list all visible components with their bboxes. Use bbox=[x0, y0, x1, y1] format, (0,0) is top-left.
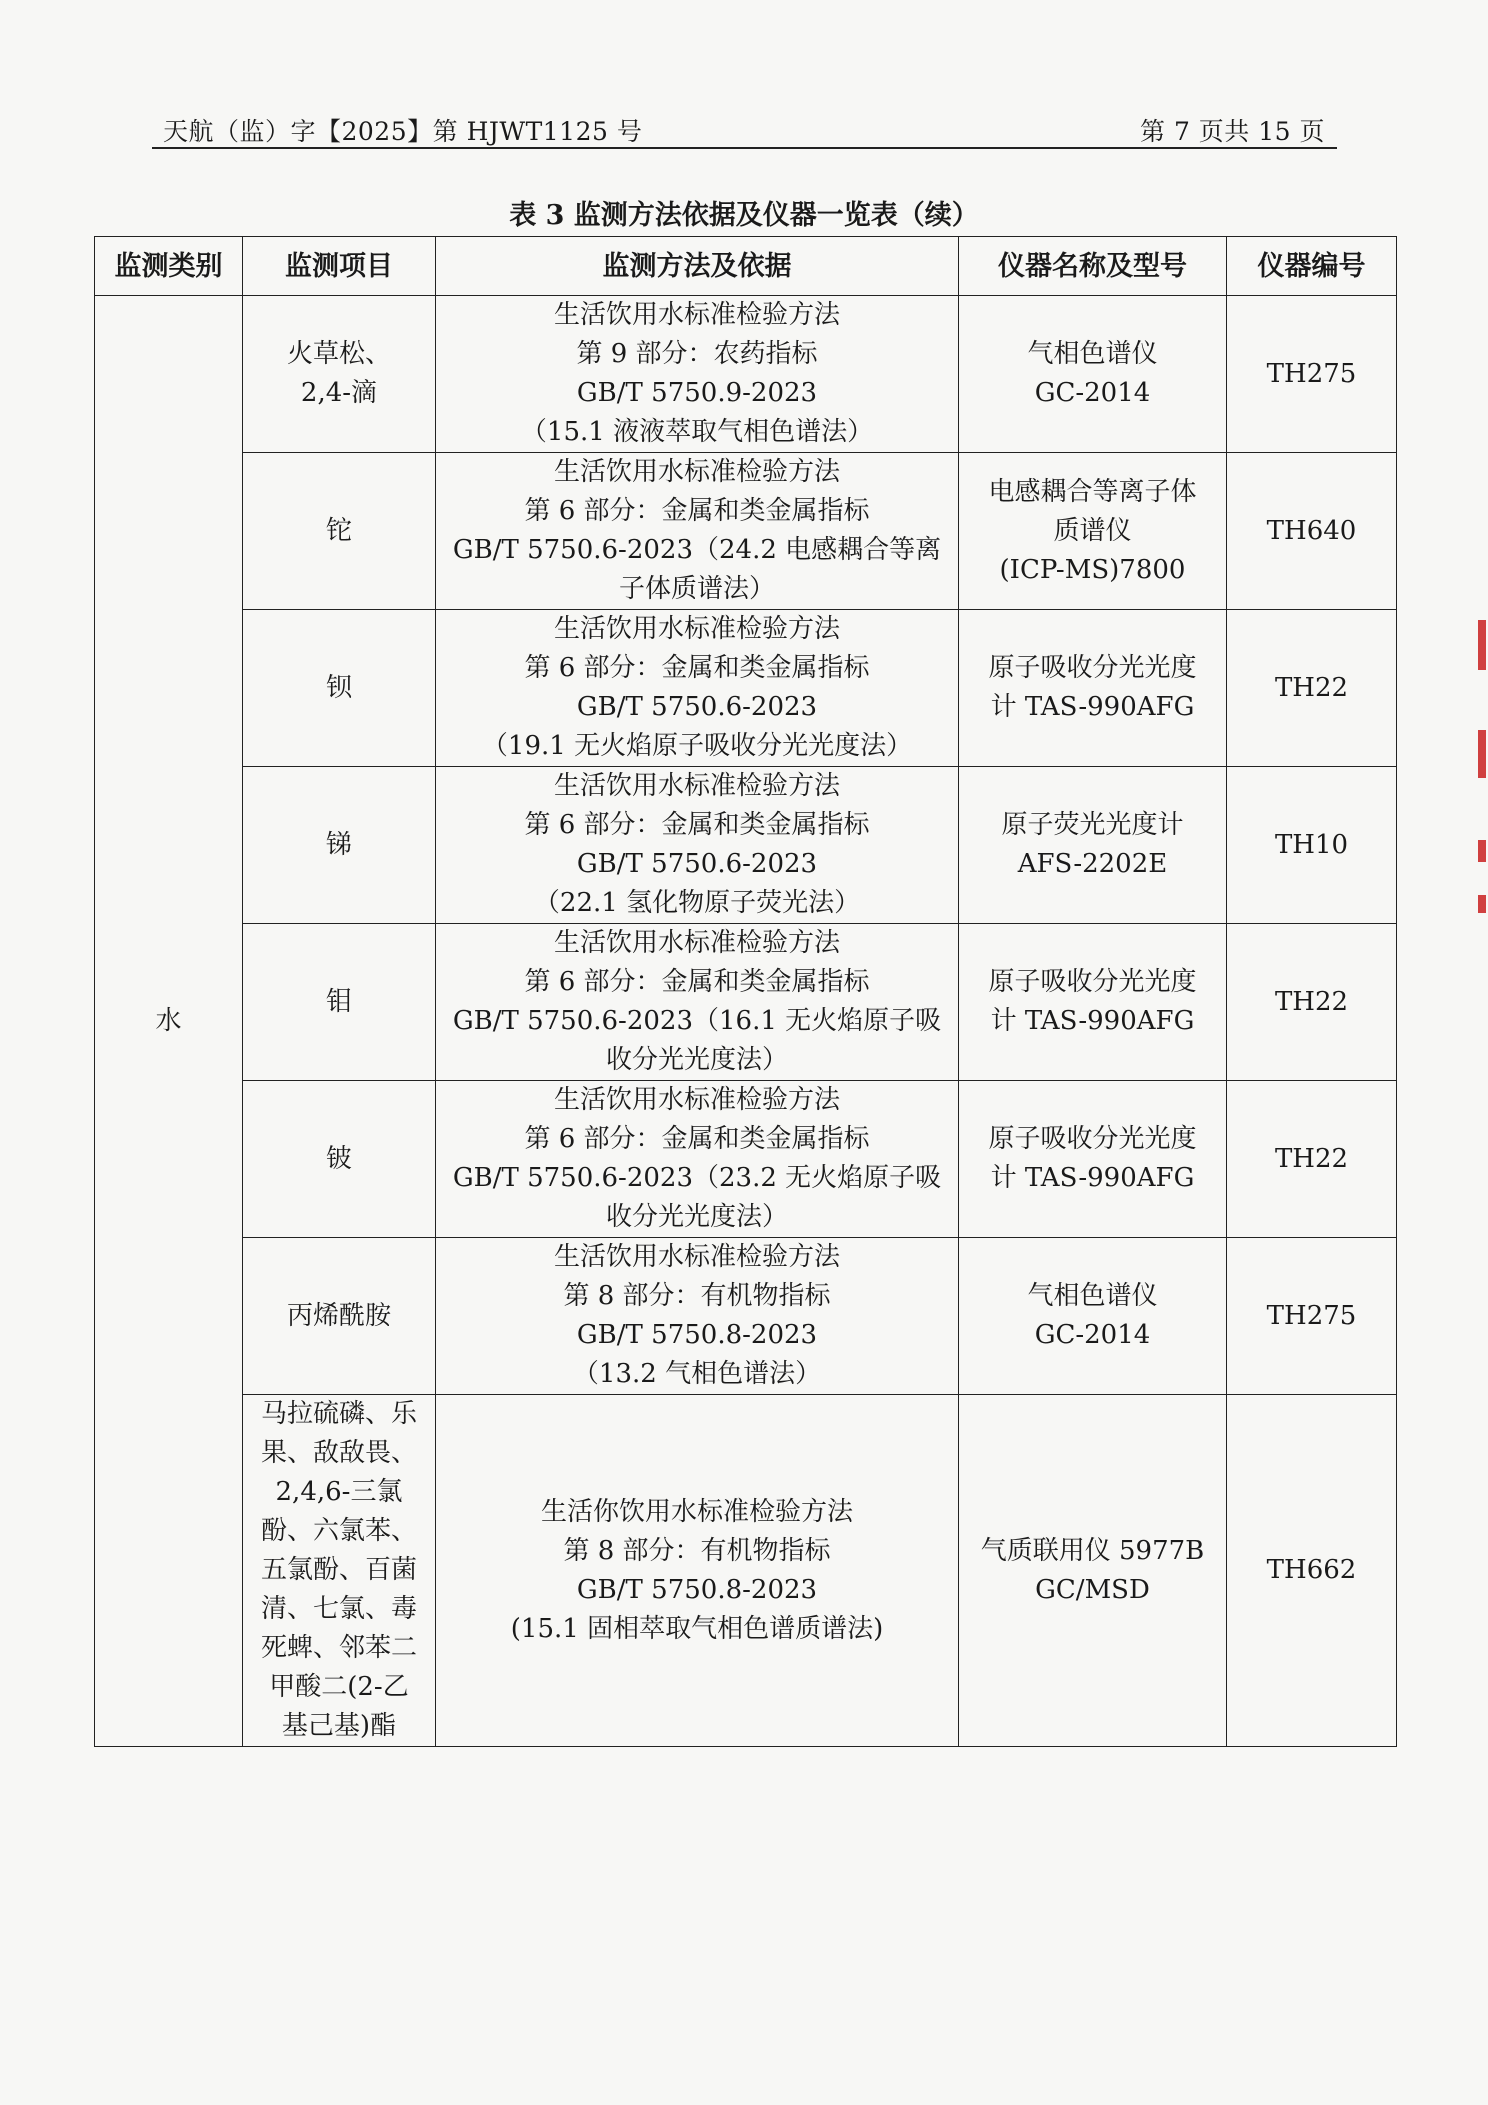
table-caption: 表 3 监测方法依据及仪器一览表（续） bbox=[509, 200, 979, 231]
method-cell: 生活饮用水标准检验方法 第 6 部分：金属和类金属指标 GB/T 5750.6-2023（16.1 无火焰原子吸 收分光光度法） bbox=[436, 924, 959, 1081]
instrument-cell: 气质联用仪 5977B GC/MSD bbox=[959, 1395, 1227, 1747]
instrument-cell: 气相色谱仪 GC-2014 bbox=[959, 1238, 1227, 1395]
table-row bbox=[95, 296, 1397, 453]
method-cell: 生活饮用水标准检验方法 第 9 部分：农药指标 GB/T 5750.9-2023 （15.1 液液萃取气相色谱法） bbox=[436, 296, 959, 453]
table-row bbox=[95, 1395, 1397, 1747]
item-cell: 铊 bbox=[243, 453, 436, 610]
methods-table bbox=[94, 236, 1397, 1747]
code-cell: TH662 bbox=[1227, 1395, 1397, 1747]
instrument-cell: 原子吸收分光光度 计 TAS-990AFG bbox=[959, 1081, 1227, 1238]
seal-edge-mark bbox=[1478, 620, 1486, 670]
table-row bbox=[95, 453, 1397, 610]
code-cell: TH22 bbox=[1227, 610, 1397, 767]
instrument-cell: 气相色谱仪 GC-2014 bbox=[959, 296, 1227, 453]
table-row bbox=[95, 1081, 1397, 1238]
category-cell: 水 bbox=[95, 296, 243, 1747]
page-info: 第 7 页共 15 页 bbox=[1140, 117, 1326, 146]
method-cell: 生活饮用水标准检验方法 第 6 部分：金属和类金属指标 GB/T 5750.6-2023 （22.1 氢化物原子荧光法） bbox=[436, 767, 959, 924]
method-cell: 生活饮用水标准检验方法 第 6 部分：金属和类金属指标 GB/T 5750.6-2023（23.2 无火焰原子吸 收分光光度法） bbox=[436, 1081, 959, 1238]
instrument-cell: 原子吸收分光光度 计 TAS-990AFG bbox=[959, 610, 1227, 767]
code-cell: TH275 bbox=[1227, 296, 1397, 453]
item-cell: 钼 bbox=[243, 924, 436, 1081]
table-row bbox=[95, 924, 1397, 1081]
method-cell: 生活你饮用水标准检验方法 第 8 部分：有机物指标 GB/T 5750.8-2023 (15.1 固相萃取气相色谱质谱法) bbox=[436, 1395, 959, 1747]
header-code: 仪器编号 bbox=[1227, 237, 1397, 296]
seal-edge-mark bbox=[1478, 840, 1486, 862]
instrument-cell: 电感耦合等离子体 质谱仪 (ICP-MS)7800 bbox=[959, 453, 1227, 610]
code-cell: TH22 bbox=[1227, 1081, 1397, 1238]
seal-edge-mark bbox=[1478, 895, 1486, 913]
header-instrument: 仪器名称及型号 bbox=[959, 237, 1227, 296]
code-cell: TH22 bbox=[1227, 924, 1397, 1081]
header-item: 监测项目 bbox=[243, 237, 436, 296]
method-cell: 生活饮用水标准检验方法 第 6 部分：金属和类金属指标 GB/T 5750.6-2023 （19.1 无火焰原子吸收分光光度法） bbox=[436, 610, 959, 767]
item-cell: 钡 bbox=[243, 610, 436, 767]
item-cell: 锑 bbox=[243, 767, 436, 924]
item-cell: 马拉硫磷、乐 果、敌敌畏、 2,4,6-三氯 酚、六氯苯、 五氯酚、百菌 清、七氯、毒 死蜱、邻苯二 甲酸二(2-乙 基己基)酯 bbox=[243, 1395, 436, 1747]
code-cell: TH275 bbox=[1227, 1238, 1397, 1395]
item-cell: 火草松、 2,4-滴 bbox=[243, 296, 436, 453]
instrument-cell: 原子吸收分光光度 计 TAS-990AFG bbox=[959, 924, 1227, 1081]
item-cell: 铍 bbox=[243, 1081, 436, 1238]
seal-edge-mark bbox=[1478, 730, 1486, 778]
header-method: 监测方法及依据 bbox=[436, 237, 959, 296]
item-cell: 丙烯酰胺 bbox=[243, 1238, 436, 1395]
header-rule bbox=[152, 147, 1337, 149]
table-row bbox=[95, 1238, 1397, 1395]
table-row bbox=[95, 767, 1397, 924]
code-cell: TH10 bbox=[1227, 767, 1397, 924]
table-row bbox=[95, 610, 1397, 767]
code-cell: TH640 bbox=[1227, 453, 1397, 610]
table-header-row bbox=[95, 237, 1397, 296]
method-cell: 生活饮用水标准检验方法 第 8 部分：有机物指标 GB/T 5750.8-2023 （13.2 气相色谱法） bbox=[436, 1238, 959, 1395]
header-category: 监测类别 bbox=[95, 237, 243, 296]
instrument-cell: 原子荧光光度计 AFS-2202E bbox=[959, 767, 1227, 924]
document-number: 天航（监）字【2025】第 HJWT1125 号 bbox=[163, 117, 643, 146]
method-cell: 生活饮用水标准检验方法 第 6 部分：金属和类金属指标 GB/T 5750.6-2023（24.2 电感耦合等离 子体质谱法） bbox=[436, 453, 959, 610]
